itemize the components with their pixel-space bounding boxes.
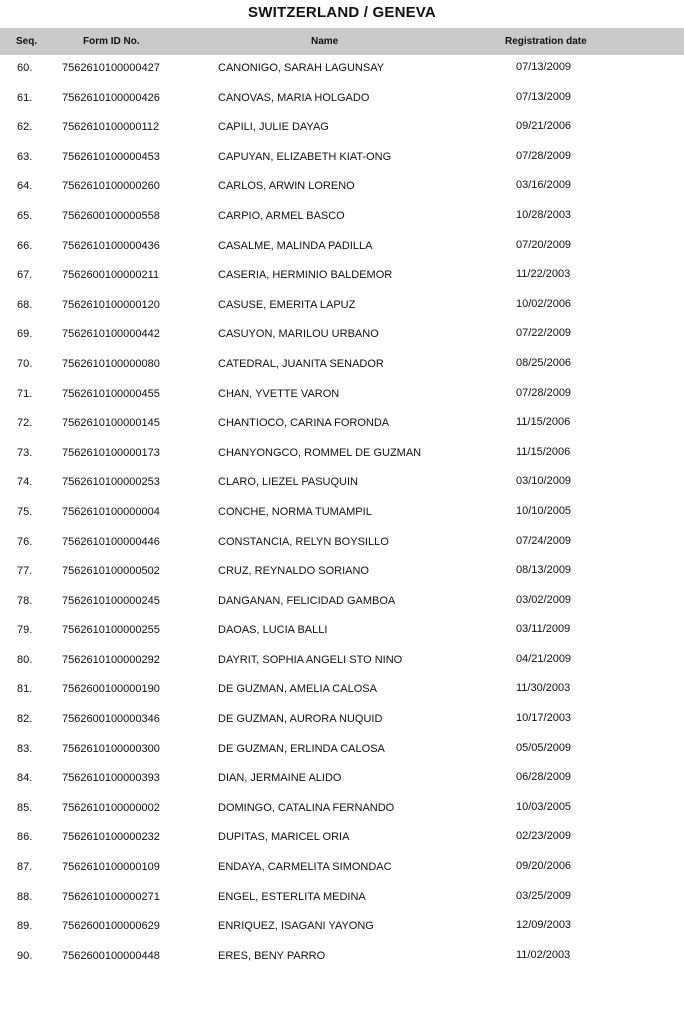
seq-cell: 85. <box>17 801 33 814</box>
table-row <box>0 55 684 85</box>
form-id-cell: 7562610100000109 <box>62 861 160 874</box>
registration-date-cell: 09/20/2006 <box>516 860 572 873</box>
seq-cell: 75. <box>17 505 33 518</box>
table-row <box>0 854 684 884</box>
table-row <box>0 203 684 233</box>
registration-date-cell: 08/13/2009 <box>516 564 572 577</box>
registration-date-cell: 10/17/2003 <box>516 712 572 725</box>
name-cell: ENGEL, ESTERLITA MEDINA <box>218 890 366 903</box>
form-id-cell: 7562610100000427 <box>62 62 160 74</box>
name-cell: CANOVAS, MARIA HOLGADO <box>218 91 370 104</box>
form-id-cell: 7562610100000442 <box>62 328 160 341</box>
registration-date-cell: 10/02/2006 <box>516 297 572 310</box>
table-row <box>0 351 684 381</box>
table-row <box>0 736 684 766</box>
registration-date-cell: 09/21/2006 <box>516 120 572 133</box>
name-cell: CLARO, LIEZEL PASUQUIN <box>218 476 358 489</box>
registration-date-cell: 07/13/2009 <box>516 61 572 73</box>
registration-date-cell: 10/03/2005 <box>516 800 572 813</box>
name-cell: CARLOS, ARWIN LORENO <box>218 180 355 193</box>
form-id-cell: 7562610100000145 <box>62 417 160 430</box>
seq-cell: 71. <box>17 387 33 400</box>
seq-cell: 80. <box>17 653 33 666</box>
table-row <box>0 765 684 795</box>
seq-cell: 82. <box>17 713 33 726</box>
table-row <box>0 469 684 499</box>
name-cell: CASUYON, MARILOU URBANO <box>218 328 379 341</box>
registration-date-cell: 02/23/2009 <box>516 830 572 843</box>
form-id-cell: 7562600100000448 <box>62 949 160 962</box>
seq-cell: 66. <box>17 239 33 252</box>
form-id-cell: 7562610100000120 <box>62 298 160 311</box>
seq-cell: 84. <box>17 772 33 785</box>
registration-date-cell: 11/15/2006 <box>516 416 571 429</box>
seq-cell: 87. <box>17 861 33 874</box>
column-header-form-id: Form ID No. <box>83 36 140 47</box>
table-row <box>0 262 684 292</box>
seq-cell: 83. <box>17 742 33 755</box>
name-cell: CRUZ, REYNALDO SORIANO <box>218 565 369 578</box>
seq-cell: 90. <box>17 949 33 962</box>
table-row <box>0 795 684 825</box>
name-cell: ERES, BENY PARRO <box>218 949 326 962</box>
seq-cell: 72. <box>17 417 33 430</box>
table-row <box>0 410 684 440</box>
seq-cell: 67. <box>17 269 33 282</box>
table-row <box>0 913 684 943</box>
registration-date-cell: 10/28/2003 <box>516 208 572 221</box>
registration-date-cell: 11/22/2003 <box>516 268 571 281</box>
seq-cell: 78. <box>17 594 33 607</box>
seq-cell: 73. <box>17 446 33 459</box>
table-row <box>0 85 684 115</box>
column-header-seq: Seq. <box>16 36 38 47</box>
table-row <box>0 676 684 706</box>
registration-date-cell: 03/25/2009 <box>516 889 572 902</box>
name-cell: DAYRIT, SOPHIA ANGELI STO NINO <box>218 653 403 666</box>
name-cell: DIAN, JERMAINE ALIDO <box>218 772 342 785</box>
table-body <box>0 55 684 972</box>
form-id-cell: 7562600100000346 <box>62 713 160 726</box>
name-cell: DAOAS, LUCIA BALLI <box>218 624 328 637</box>
registration-date-cell: 04/21/2009 <box>516 652 572 665</box>
seq-cell: 76. <box>17 535 33 548</box>
table-row <box>0 292 684 322</box>
registration-date-cell: 11/02/2003 <box>516 948 571 961</box>
registration-date-cell: 11/30/2003 <box>516 682 571 695</box>
form-id-cell: 7562610100000080 <box>62 357 160 370</box>
name-cell: DE GUZMAN, AMELIA CALOSA <box>218 683 377 696</box>
seq-cell: 62. <box>17 121 33 134</box>
form-id-cell: 7562610100000002 <box>62 801 160 814</box>
seq-cell: 81. <box>17 683 33 696</box>
table-row <box>0 381 684 411</box>
table-row <box>0 529 684 559</box>
form-id-cell: 7562610100000253 <box>62 476 160 489</box>
registration-date-cell: 07/20/2009 <box>516 238 572 251</box>
form-id-cell: 7562610100000112 <box>62 121 160 134</box>
seq-cell: 63. <box>17 150 33 163</box>
seq-cell: 77. <box>17 565 33 578</box>
form-id-cell: 7562610100000502 <box>62 565 160 578</box>
form-id-cell: 7562610100000426 <box>62 91 160 104</box>
registration-date-cell: 03/10/2009 <box>516 475 572 488</box>
form-id-cell: 7562610100000245 <box>62 594 160 607</box>
seq-cell: 69. <box>17 328 33 341</box>
table-header <box>0 28 684 55</box>
table-row <box>0 617 684 647</box>
name-cell: CANONIGO, SARAH LAGUNSAY <box>218 62 385 74</box>
table-row <box>0 321 684 351</box>
name-cell: CHANYONGCO, ROMMEL DE GUZMAN <box>218 446 422 459</box>
form-id-cell: 7562600100000558 <box>62 209 160 222</box>
name-cell: ENDAYA, CARMELITA SIMONDAC <box>218 861 392 874</box>
seq-cell: 89. <box>17 920 33 933</box>
table-row <box>0 706 684 736</box>
table-row <box>0 824 684 854</box>
name-cell: CHAN, YVETTE VARON <box>218 387 340 400</box>
form-id-cell: 7562610100000004 <box>62 505 160 518</box>
form-id-cell: 7562610100000300 <box>62 742 160 755</box>
name-cell: DOMINGO, CATALINA FERNANDO <box>218 801 395 814</box>
name-cell: CAPILI, JULIE DAYAG <box>218 121 329 134</box>
form-id-cell: 7562610100000271 <box>62 890 160 903</box>
table-row <box>0 943 684 973</box>
name-cell: CHANTIOCO, CARINA FORONDA <box>218 417 390 430</box>
registration-date-cell: 07/28/2009 <box>516 149 572 162</box>
form-id-cell: 7562610100000173 <box>62 446 160 459</box>
seq-cell: 64. <box>17 180 33 193</box>
table-row <box>0 884 684 914</box>
table-row <box>0 440 684 470</box>
form-id-cell: 7562610100000436 <box>62 239 160 252</box>
form-id-cell: 7562600100000211 <box>62 269 160 282</box>
form-id-cell: 7562610100000446 <box>62 535 160 548</box>
table-row <box>0 588 684 618</box>
column-header-registration-date: Registration date <box>505 36 587 47</box>
name-cell: DUPITAS, MARICEL ORIA <box>218 831 350 844</box>
registration-date-cell: 07/22/2009 <box>516 327 572 340</box>
name-cell: ENRIQUEZ, ISAGANI YAYONG <box>218 920 374 933</box>
registration-date-cell: 07/13/2009 <box>516 90 572 103</box>
seq-cell: 61. <box>17 91 33 104</box>
name-cell: CONCHE, NORMA TUMAMPIL <box>218 505 372 518</box>
registration-date-cell: 03/16/2009 <box>516 179 572 192</box>
seq-cell: 60. <box>17 62 33 74</box>
registration-date-cell: 10/10/2005 <box>516 504 572 517</box>
form-id-cell: 7562610100000232 <box>62 831 160 844</box>
table-row <box>0 114 684 144</box>
form-id-cell: 7562610100000260 <box>62 180 160 193</box>
seq-cell: 79. <box>17 624 33 637</box>
name-cell: CASUSE, EMERITA LAPUZ <box>218 298 356 311</box>
seq-cell: 70. <box>17 357 33 370</box>
form-id-cell: 7562610100000255 <box>62 624 160 637</box>
table-row <box>0 558 684 588</box>
name-cell: CONSTANCIA, RELYN BOYSILLO <box>218 535 389 548</box>
form-id-cell: 7562610100000393 <box>62 772 160 785</box>
table-row <box>0 233 684 263</box>
registration-date-cell: 06/28/2009 <box>516 771 572 784</box>
seq-cell: 86. <box>17 831 33 844</box>
form-id-cell: 7562600100000629 <box>62 920 160 933</box>
registration-date-cell: 07/24/2009 <box>516 534 572 547</box>
column-header-name: Name <box>311 36 339 47</box>
seq-cell: 74. <box>17 476 33 489</box>
form-id-cell: 7562610100000292 <box>62 653 160 666</box>
table-row <box>0 173 684 203</box>
registration-date-cell: 07/28/2009 <box>516 386 572 399</box>
page-title: SWITZERLAND / GENEVA <box>248 4 436 21</box>
seq-cell: 88. <box>17 890 33 903</box>
name-cell: CATEDRAL, JUANITA SENADOR <box>218 357 384 370</box>
registration-date-cell: 05/05/2009 <box>516 741 572 754</box>
name-cell: DE GUZMAN, ERLINDA CALOSA <box>218 742 385 755</box>
form-id-cell: 7562610100000453 <box>62 150 160 163</box>
seq-cell: 65. <box>17 209 33 222</box>
name-cell: CASERIA, HERMINIO BALDEMOR <box>218 269 393 282</box>
registration-date-cell: 03/11/2009 <box>516 623 571 636</box>
name-cell: CASALME, MALINDA PADILLA <box>218 239 373 252</box>
table-row <box>0 499 684 529</box>
name-cell: DANGANAN, FELICIDAD GAMBOA <box>218 594 396 607</box>
name-cell: CARPIO, ARMEL BASCO <box>218 209 345 222</box>
registration-date-cell: 08/25/2006 <box>516 356 572 369</box>
seq-cell: 68. <box>17 298 33 311</box>
registration-date-cell: 12/09/2003 <box>516 919 572 932</box>
form-id-cell: 7562610100000455 <box>62 387 160 400</box>
form-id-cell: 7562600100000190 <box>62 683 160 696</box>
table-row <box>0 144 684 174</box>
name-cell: CAPUYAN, ELIZABETH KIAT-ONG <box>218 150 392 163</box>
registration-date-cell: 03/02/2009 <box>516 593 572 606</box>
table-row <box>0 647 684 677</box>
registration-date-cell: 11/15/2006 <box>516 445 571 458</box>
name-cell: DE GUZMAN, AURORA NUQUID <box>218 713 383 726</box>
